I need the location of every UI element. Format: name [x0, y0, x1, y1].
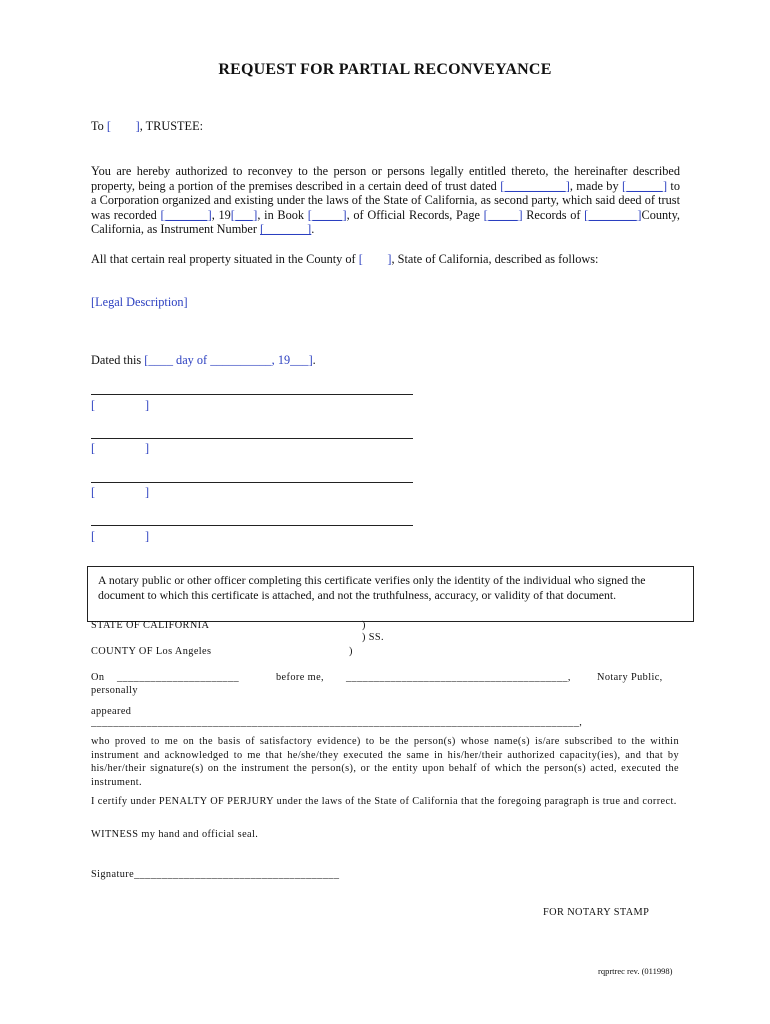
auth-text-7: Records of — [522, 207, 585, 222]
trustee-line — [91, 119, 203, 134]
records-county-field[interactable]: [________] — [584, 207, 642, 222]
signer-bracket-open: [ — [91, 398, 96, 412]
trustee-suffix: , TRUSTEE: — [139, 119, 203, 133]
trustee-prefix: To — [91, 119, 107, 133]
auth-text-6: , of Official Records, Page — [346, 207, 484, 222]
dated-field[interactable]: [____ day of __________, 19___] — [144, 353, 313, 367]
venue-paren-top: ) — [362, 620, 366, 631]
recorded-date-field[interactable]: [_______] — [160, 207, 212, 222]
trust-date-field[interactable]: [__________] — [500, 178, 570, 193]
venue-paren-bottom: ) — [349, 646, 353, 657]
venue-ss: ) SS. — [362, 632, 385, 643]
appeared-label: appeared — [91, 706, 132, 717]
property-line — [91, 252, 598, 267]
book-field[interactable]: [_____] — [307, 207, 347, 222]
signer-name-3[interactable] — [91, 485, 171, 500]
auth-text-4: , 19 — [211, 207, 231, 222]
on-label: On — [91, 672, 105, 683]
signer-bracket-open: [ — [91, 529, 96, 543]
auth-text-9: . — [311, 222, 315, 237]
auth-text-3: to a Corporation organized and existing under the laws of the State of California, as second party, which said deed of trust was recorded — [91, 178, 680, 222]
auth-text-5: , in Book — [257, 207, 308, 222]
appeared-name-field[interactable]: ________________________________________________________________________________________, — [91, 717, 583, 728]
state-label: STATE OF CALIFORNIA — [91, 620, 210, 631]
authorization-paragraph — [91, 164, 680, 237]
notary-public-label: Notary Public, — [597, 672, 663, 683]
signature-line-2[interactable] — [91, 438, 413, 439]
recorded-year-field[interactable]: [___] — [230, 207, 258, 222]
page-field[interactable]: [_____] — [483, 207, 523, 222]
notary-name-field[interactable]: ________________________________________, — [346, 672, 571, 683]
signature-line-1[interactable] — [91, 394, 413, 395]
county-label: COUNTY OF Los Angeles — [91, 646, 212, 657]
property-county-field[interactable]: [ ] — [358, 252, 392, 266]
signer-bracket-open: [ — [91, 441, 96, 455]
signer-bracket-close: ] — [145, 529, 150, 543]
form-revision-code: rqprtrec rev. (011998) — [598, 966, 673, 976]
before-me-label: before me, — [276, 672, 325, 683]
signature-line-4[interactable] — [91, 525, 413, 526]
legal-description-field[interactable]: [Legal Description] — [91, 295, 188, 309]
signature-line-3[interactable] — [91, 482, 413, 483]
notary-signature-line — [91, 868, 339, 882]
dated-prefix: Dated this — [91, 353, 145, 367]
signature-label: Signature — [91, 869, 135, 880]
document-title: REQUEST FOR PARTIAL RECONVEYANCE — [218, 61, 552, 78]
notary-signature-field[interactable]: _____________________________________ — [134, 869, 340, 880]
made-by-field[interactable]: [______] — [621, 178, 668, 193]
dated-line — [91, 353, 316, 368]
signer-name-1[interactable] — [91, 398, 171, 413]
signer-bracket-open: [ — [91, 485, 96, 499]
signer-bracket-close: ] — [145, 398, 150, 412]
proof-paragraph: who proved to me on the basis of satisfactory evidence) to be the person(s) whose name(s) is/are subscribed to the within instrument and acknowledged to me that he/she/they executed the same in his/her/their authorized capacity(ies), and that by his/her/their signature(s) on the instrument the person(s), or the entity upon behalf of which the person(s) acted, executed the instrument. — [91, 736, 679, 788]
property-suffix: , State of California, described as follows: — [391, 252, 599, 266]
signer-bracket-close: ] — [145, 441, 150, 455]
witness-line: WITNESS my hand and official seal. — [91, 829, 259, 840]
auth-text-8: County, California, as Instrument Number — [91, 207, 681, 237]
notary-stamp-label: FOR NOTARY STAMP — [543, 907, 650, 918]
trustee-name-field[interactable]: [ ] — [106, 119, 140, 133]
on-date-field[interactable]: ______________________ — [117, 672, 240, 683]
instrument-number-field[interactable]: [_______] — [260, 222, 312, 237]
signer-bracket-close: ] — [145, 485, 150, 499]
notary-notice-box: A notary public or other officer completing this certificate verifies only the identity of the individual who signed the document to which this certificate is attached, and not the truthfulness, accuracy, or validity of that document. — [87, 566, 694, 622]
dated-suffix: . — [312, 353, 316, 367]
signer-name-2[interactable] — [91, 441, 171, 456]
perjury-paragraph: I certify under PENALTY OF PERJURY under the laws of the State of California that the foregoing paragraph is true and correct. — [91, 796, 677, 807]
personally-label: personally — [91, 685, 138, 696]
signer-name-4[interactable] — [91, 529, 171, 544]
property-prefix: All that certain real property situated in the County of — [91, 252, 359, 266]
auth-text-1: You are hereby authorized to reconvey to the person or persons legally entitled thereto, the hereinafter described property, being a portion of the premises described in a certain deed of trust dated — [91, 164, 680, 193]
auth-text-2: , made by — [569, 178, 622, 193]
